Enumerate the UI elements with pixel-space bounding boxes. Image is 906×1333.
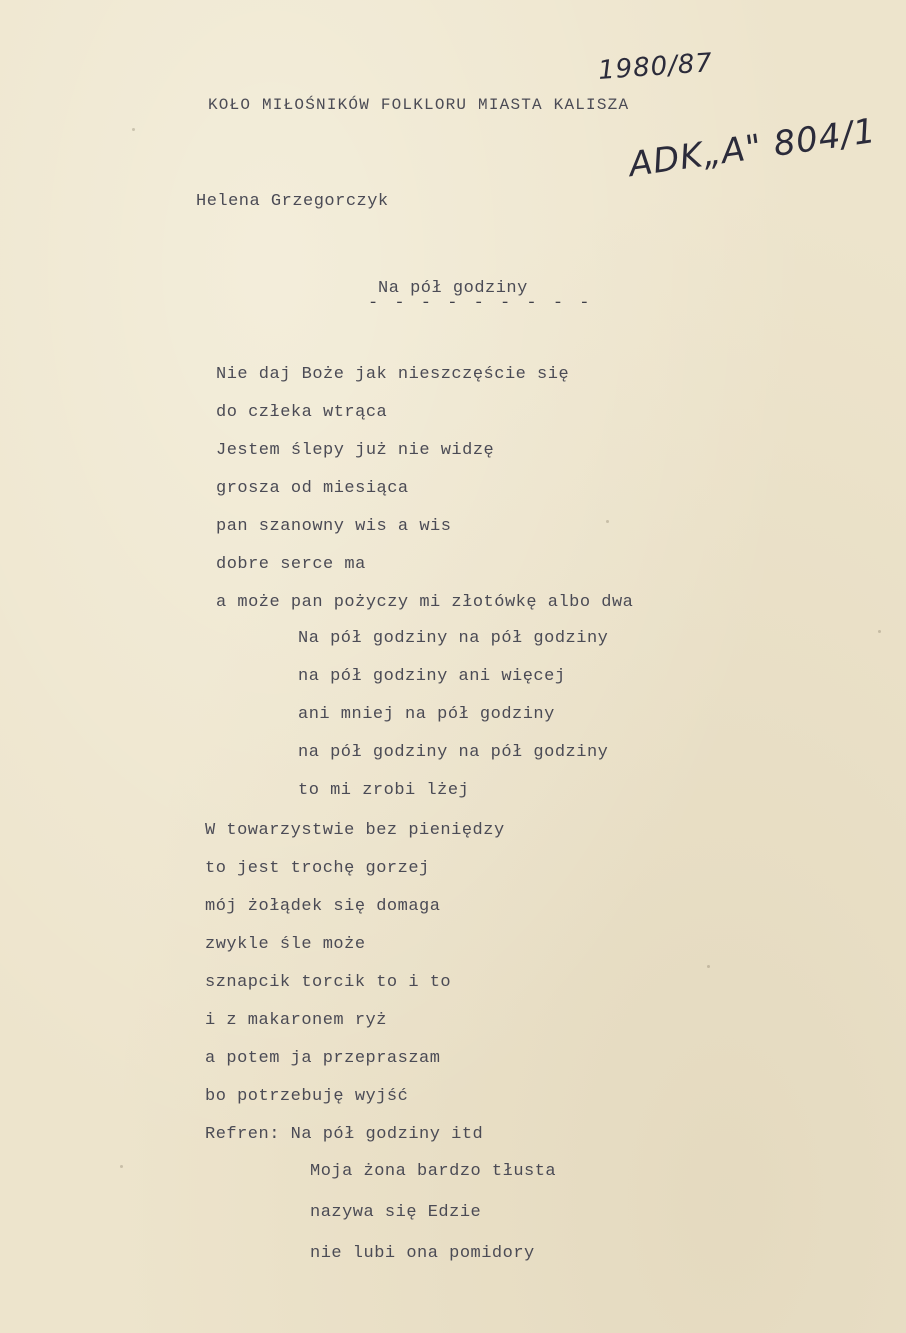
verse-line: mój żołądek się domaga	[205, 897, 441, 916]
verse-line: pan szanowny wis a wis	[216, 517, 452, 536]
verse-3	[310, 1151, 556, 1274]
verse-line: a może pan pożyczy mi złotówkę albo dwa	[216, 593, 634, 612]
paper-speck	[878, 630, 881, 633]
verse-line: grosza od miesiąca	[216, 479, 409, 498]
verse-line: do człeka wtrąca	[216, 403, 388, 422]
title-underline: - - - - - - - - -	[368, 294, 593, 313]
refrain-line: to mi zrobi lżej	[298, 781, 470, 800]
verse-line: nie lubi ona pomidory	[310, 1244, 535, 1263]
handwritten-year-note: 1980/87	[597, 48, 714, 86]
verse-line: i z makaronem ryż	[205, 1011, 387, 1030]
author-name: Helena Grzegorczyk	[196, 192, 389, 211]
organization-heading: KOŁO MIŁOŚNIKÓW FOLKLORU MIASTA KALISZA	[208, 96, 630, 114]
handwritten-archive-signature: ADK„A" 804/1	[626, 110, 879, 186]
verse-line: Moja żona bardzo tłusta	[310, 1162, 557, 1181]
refrain-line: na pół godziny ani więcej	[298, 667, 566, 686]
verse-line: nazywa się Edzie	[310, 1203, 482, 1222]
verse-line: sznapcik torcik to i to	[205, 973, 452, 992]
paper-speck	[707, 965, 710, 968]
verse-1	[216, 356, 633, 622]
paper-speck	[606, 520, 609, 523]
verse-line: a potem ja przepraszam	[205, 1049, 441, 1068]
refrain-line: Na pół godziny na pół godziny	[298, 629, 609, 648]
verse-line: to jest trochę gorzej	[205, 859, 430, 878]
refrain-reference: Refren: Na pół godziny itd	[205, 1125, 484, 1144]
verse-line: bo potrzebuję wyjść	[205, 1087, 409, 1106]
verse-line: Nie daj Boże jak nieszczęście się	[216, 365, 570, 384]
refrain-line: ani mniej na pół godziny	[298, 705, 555, 724]
paper-speck	[120, 1165, 123, 1168]
paper-speck	[132, 128, 135, 131]
refrain-line: na pół godziny na pół godziny	[298, 743, 609, 762]
verse-line: W towarzystwie bez pieniędzy	[205, 821, 505, 840]
verse-line: Jestem ślepy już nie widzę	[216, 441, 495, 460]
refrain	[298, 620, 608, 810]
verse-line: zwykle śle może	[205, 935, 366, 954]
song-title: Na pół godziny	[378, 279, 528, 298]
verse-line: dobre serce ma	[216, 555, 366, 574]
verse-2	[205, 812, 505, 1154]
